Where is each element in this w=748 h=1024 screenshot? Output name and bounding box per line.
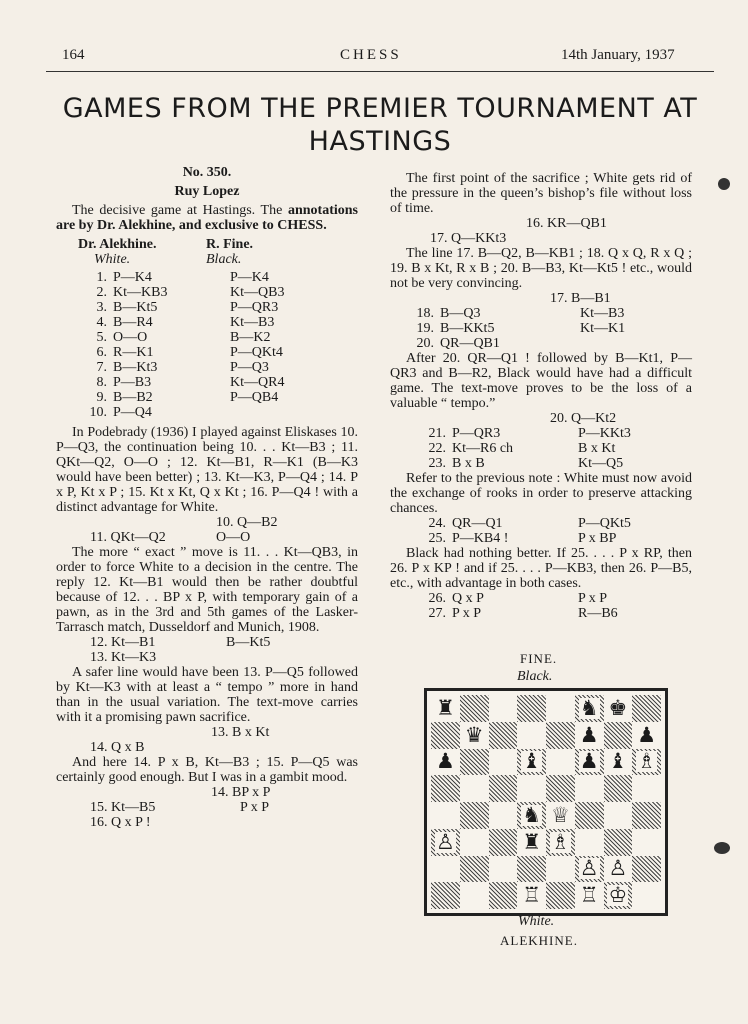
move-row	[390, 321, 692, 336]
white-pawn-icon: ♙	[608, 856, 628, 881]
board-square	[460, 775, 489, 802]
board-square	[632, 695, 661, 722]
board-square	[489, 695, 518, 722]
white-move: Kt—KB3	[113, 285, 168, 300]
move-number: 26.	[428, 591, 446, 606]
board-square	[489, 722, 518, 749]
move-13-black: 13. B x Kt	[211, 725, 270, 740]
board-square	[546, 829, 575, 856]
white-move: P—KB4 !	[452, 531, 509, 546]
move-13-white: 13. Kt—K3	[90, 650, 157, 665]
board-square	[575, 722, 604, 749]
black-pawn-icon: ♟	[579, 722, 599, 747]
board-square	[632, 856, 661, 883]
board-square	[431, 802, 460, 829]
move-number: 1.	[96, 270, 107, 285]
white-move: O—O	[113, 330, 148, 345]
black-move: P—K4	[230, 270, 269, 285]
white-queen-icon: ♕	[550, 802, 570, 827]
board-square	[575, 695, 604, 722]
white-move: B—Kt3	[113, 360, 158, 375]
move-number: 4.	[96, 315, 107, 330]
move-number: 8.	[96, 375, 107, 390]
white-move: B—KKt5	[440, 321, 495, 336]
board-square	[489, 749, 518, 776]
white-move: B—B2	[113, 390, 153, 405]
moves-21-23	[390, 426, 692, 471]
moves-24-25	[390, 516, 692, 546]
black-move: R—B6	[578, 606, 618, 621]
board-square	[546, 695, 575, 722]
diagram-black-label: Black.	[517, 669, 553, 684]
black-move: P—Q3	[230, 360, 269, 375]
black-pawn-icon: ♟	[637, 722, 657, 747]
diagram-black-player: FINE.	[520, 651, 558, 666]
board-square	[604, 829, 633, 856]
black-rook-icon: ♜	[522, 829, 542, 854]
board-square	[604, 775, 633, 802]
move-17-black: 17. B—B1	[550, 291, 611, 306]
note-here: And here 14. P x B, Kt—B3 ; 15. P—Q5 was certainly good enough. But I was in a gambit mood.	[56, 755, 358, 785]
note-first: The first point of the sacrifice ; White gets rid of the pressure in the queen’s bishop’s file without loss of time.	[390, 171, 692, 216]
opening-move-row	[56, 300, 358, 315]
board-square	[517, 829, 546, 856]
note-black: Black had nothing better. If 25. . . . P x RP, then 26. P x KP ! and if 25. . . . P—KB3, then 26. P—B5, etc., with advantage in both cases.	[390, 546, 692, 591]
board-square	[460, 856, 489, 883]
move-12	[56, 635, 358, 650]
black-queen-icon: ♛	[464, 722, 484, 747]
note-line: The line 17. B—Q2, B—KB1 ; 18. Q x Q, R x Q ; 19. B x Kt, R x B ; 20. B—B3, Kt—Kt5 ! etc., would not be very convincing.	[390, 246, 692, 291]
opening-move-row	[56, 270, 358, 285]
board-square	[632, 722, 661, 749]
white-move: Q x P	[452, 591, 484, 606]
move-number: 10.	[89, 405, 107, 420]
move-number: 23.	[428, 456, 446, 471]
move-number: 19.	[416, 321, 434, 336]
board-square	[604, 695, 633, 722]
move-row	[390, 531, 692, 546]
note-exact: The more “ exact ” move is 11. . . Kt—QB3, in order to force White to a decision in the centre. The reply 12. Kt—B1 would then be rather doubtful because of 12. . . BP x P, with temporary gain of a pawn, as in the 3rd and 5th games of the Lasker-Tarrasch match, Dusseldorf and Munich, 1908.	[56, 545, 358, 635]
black-move: P—KKt3	[578, 426, 631, 441]
opening-move-row	[56, 315, 358, 330]
board-square	[546, 722, 575, 749]
white-move: QR—Q1	[452, 516, 503, 531]
white-label: White.	[94, 252, 131, 267]
board-square	[604, 722, 633, 749]
move-15-black: P x P	[240, 800, 270, 815]
board-square	[489, 829, 518, 856]
opening-move-row	[56, 345, 358, 360]
board-square	[460, 882, 489, 909]
board-square	[517, 802, 546, 829]
black-move: Kt—Q5	[578, 456, 624, 471]
move-11	[56, 530, 358, 545]
board-square	[546, 775, 575, 802]
black-pawn-icon: ♟	[435, 749, 455, 774]
diagram-white-player: ALEKHINE.	[500, 933, 578, 948]
intro-line-2: annotations are by Dr. Alekhine, and exclusive to CHESS.	[56, 203, 358, 233]
board-square	[604, 802, 633, 829]
move-number: 25.	[428, 531, 446, 546]
move-number: 22.	[428, 441, 446, 456]
board-square	[460, 722, 489, 749]
move-14	[56, 740, 358, 755]
black-move: P—QKt4	[230, 345, 283, 360]
opening-move-row	[56, 330, 358, 345]
black-knight-icon: ♞	[522, 802, 542, 827]
board-square	[546, 856, 575, 883]
board-square	[431, 775, 460, 802]
board-square	[431, 695, 460, 722]
opening-move-row	[56, 360, 358, 375]
intro-line-1: The decisive game at Hastings. The	[72, 203, 283, 218]
board-square	[575, 749, 604, 776]
board-square	[431, 829, 460, 856]
move-number: 3.	[96, 300, 107, 315]
board-square	[632, 802, 661, 829]
board-square	[431, 722, 460, 749]
black-rook-icon: ♜	[435, 695, 455, 720]
header-rule	[46, 71, 714, 72]
black-move: B x Kt	[578, 441, 616, 456]
black-player: R. Fine.	[206, 237, 254, 252]
white-move: P x P	[452, 606, 482, 621]
white-rook-icon: ♖	[522, 883, 542, 908]
left-column	[56, 165, 358, 830]
board-square	[431, 856, 460, 883]
board-square	[489, 882, 518, 909]
move-number: 27.	[428, 606, 446, 621]
move-number: 2.	[96, 285, 107, 300]
board-square	[517, 749, 546, 776]
move-number: 21.	[428, 426, 446, 441]
move-row	[390, 441, 692, 456]
board-square	[575, 856, 604, 883]
note-after: After 20. QR—Q1 ! followed by B—Kt1, P—QR3 and B—R2, Black would have had a difficult game. The text-move proves to be the loss of a valuable “ tempo.”	[390, 351, 692, 411]
move-11-black: O—O	[216, 530, 251, 545]
board-square	[517, 775, 546, 802]
move-11-white: 11. QKt—Q2	[90, 530, 166, 545]
game-number: No. 350.	[182, 165, 232, 180]
opening-move-row	[56, 285, 358, 300]
magazine-name: CHESS	[340, 47, 402, 63]
black-move: P—QB4	[230, 390, 279, 405]
black-move: Kt—QB3	[230, 285, 285, 300]
black-move: Kt—K1	[580, 321, 626, 336]
player-names	[56, 237, 358, 252]
white-move: B—Kt5	[113, 300, 158, 315]
opening-moves	[56, 270, 358, 420]
move-13	[56, 650, 358, 665]
black-move: P x P	[578, 591, 608, 606]
opening-name: Ruy Lopez	[174, 184, 240, 199]
move-16-white: 16. Q x P !	[90, 815, 151, 830]
white-move: B x B	[452, 456, 485, 471]
opening-move-row	[56, 405, 358, 420]
white-move: B—R4	[113, 315, 153, 330]
white-move: P—B3	[113, 375, 152, 390]
board-square	[489, 775, 518, 802]
white-move: Kt—R6 ch	[452, 441, 514, 456]
moves-18-20	[390, 306, 692, 351]
board-square	[431, 882, 460, 909]
board-square	[632, 882, 661, 909]
note-refer: Refer to the previous note : White must now avoid the exchange of rooks in order to preserve attacking chances.	[390, 471, 692, 516]
move-14-black: 14. BP x P	[211, 785, 271, 800]
white-player: Dr. Alekhine.	[78, 237, 157, 252]
move-14-white: 14. Q x B	[90, 740, 145, 755]
note-podebrady: In Podebrady (1936) I played against Eliskases 10. P—Q3, the continuation being 10. . . Kt—B3 ; 11. QKt—Q2, O—O ; 12. Kt—B1, R—K1 (B—K3 would have been better) ; 13. Kt—K3, P—Q4 ; 14. P x P, Kt x P ; 15. Kt x Kt, Q x Kt ; 16. P—Q4 ! with a distinct advantage for White.	[56, 425, 358, 515]
board-square	[575, 882, 604, 909]
board-square	[489, 856, 518, 883]
right-column	[390, 171, 692, 621]
white-move: P—K4	[113, 270, 152, 285]
move-number: 7.	[96, 360, 107, 375]
binding-hole-mark	[714, 842, 730, 854]
board-square	[575, 775, 604, 802]
note-safer: A safer line would have been 13. P—Q5 followed by Kt—K3 with at least a “ tempo ” more in hand than in the usual variation. The text-move carries with it a promising pawn sacrifice.	[56, 665, 358, 725]
white-king-icon: ♔	[608, 883, 628, 908]
board-square	[632, 749, 661, 776]
white-bishop-icon: ♗	[550, 829, 570, 854]
board-square	[546, 882, 575, 909]
page-number: 164	[62, 47, 85, 63]
binding-hole-mark	[718, 178, 730, 190]
white-move: P—QR3	[452, 426, 501, 441]
white-pawn-icon: ♙	[435, 829, 455, 854]
black-move: P—QKt5	[578, 516, 631, 531]
board-square	[575, 802, 604, 829]
board-square	[604, 856, 633, 883]
black-move: P x BP	[578, 531, 617, 546]
board-square	[517, 722, 546, 749]
diagram-white-label: White.	[518, 914, 555, 929]
black-pawn-icon: ♟	[579, 749, 599, 774]
white-move: R—K1	[113, 345, 154, 360]
move-row	[390, 426, 692, 441]
opening-move-row	[56, 390, 358, 405]
black-knight-icon: ♞	[579, 695, 599, 720]
move-10-black: 10. Q—B2	[216, 515, 278, 530]
white-move: QR—QB1	[440, 336, 500, 351]
board-square	[460, 829, 489, 856]
issue-date: 14th January, 1937	[561, 47, 675, 63]
board-square	[575, 829, 604, 856]
black-bishop-icon: ♝	[522, 749, 542, 774]
black-king-icon: ♚	[608, 695, 628, 720]
white-move: B—Q3	[440, 306, 481, 321]
move-number: 9.	[96, 390, 107, 405]
white-bishop-icon: ♗	[637, 749, 657, 774]
intro-text	[56, 203, 358, 233]
move-17-white: 17. Q—KKt3	[430, 231, 507, 246]
board-square	[517, 856, 546, 883]
white-pawn-icon: ♙	[579, 856, 599, 881]
move-row	[390, 606, 692, 621]
board-square	[460, 802, 489, 829]
move-12-black: B—Kt5	[226, 635, 271, 650]
board-square	[460, 749, 489, 776]
white-rook-icon: ♖	[579, 883, 599, 908]
move-16-black: 16. KR—QB1	[526, 216, 607, 231]
black-move: P—QR3	[230, 300, 279, 315]
board-square	[604, 882, 633, 909]
move-number: 5.	[96, 330, 107, 345]
player-colors	[56, 252, 358, 270]
black-bishop-icon: ♝	[608, 749, 628, 774]
black-label: Black.	[206, 252, 242, 267]
chess-diagram	[424, 688, 668, 916]
board-square	[632, 829, 661, 856]
board-square	[460, 695, 489, 722]
move-number: 24.	[428, 516, 446, 531]
move-15-white: 15. Kt—B5	[90, 800, 156, 815]
move-row	[390, 516, 692, 531]
move-number: 20.	[416, 336, 434, 351]
board-square	[604, 749, 633, 776]
move-12-white: 12. Kt—B1	[90, 635, 156, 650]
board-square	[431, 749, 460, 776]
move-15	[56, 800, 358, 815]
page-title: GAMES FROM THE PREMIER TOURNAMENT AT HASTINGS	[62, 93, 698, 157]
board-square	[546, 749, 575, 776]
black-move: Kt—QR4	[230, 375, 285, 390]
white-move: P—Q4	[113, 405, 152, 420]
move-20-black: 20. Q—Kt2	[550, 411, 617, 426]
black-move: B—K2	[230, 330, 271, 345]
move-row	[390, 336, 692, 351]
move-number: 6.	[96, 345, 107, 360]
moves-26-27	[390, 591, 692, 621]
board-square	[517, 695, 546, 722]
chess-board	[431, 695, 661, 909]
move-row	[390, 591, 692, 606]
board-square	[632, 775, 661, 802]
black-move: Kt—B3	[230, 315, 275, 330]
move-number: 18.	[416, 306, 434, 321]
move-row	[390, 456, 692, 471]
move-16	[56, 815, 358, 830]
move-17	[390, 231, 692, 246]
move-row	[390, 306, 692, 321]
board-square	[546, 802, 575, 829]
board-square	[489, 802, 518, 829]
opening-move-row	[56, 375, 358, 390]
black-move: Kt—B3	[580, 306, 625, 321]
board-square	[517, 882, 546, 909]
